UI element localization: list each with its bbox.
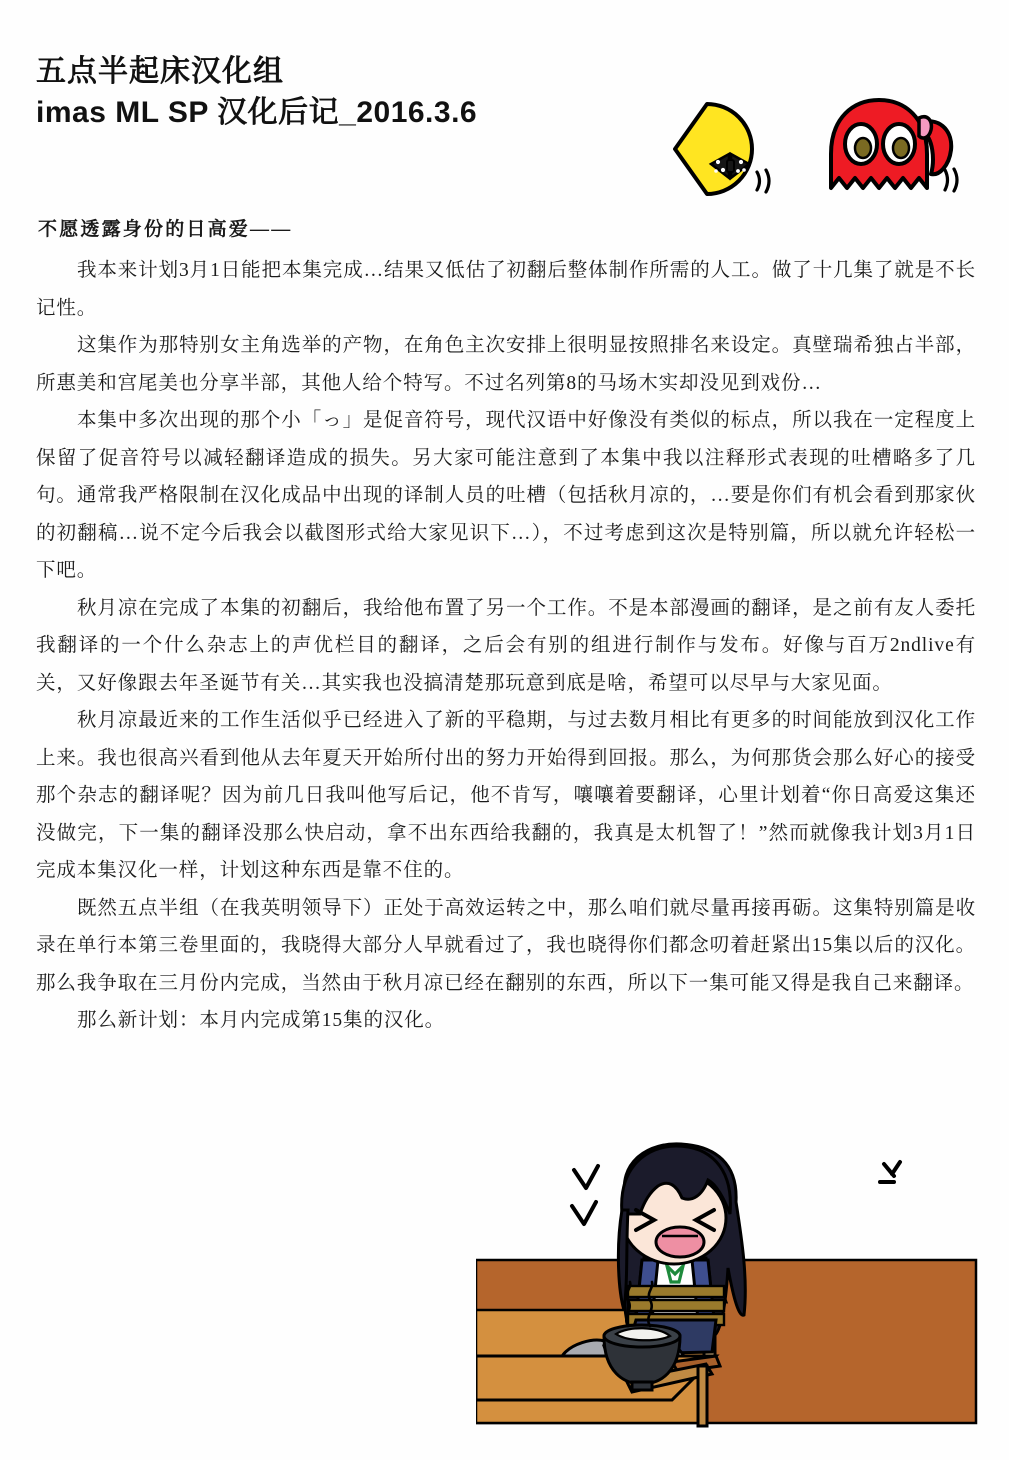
byline: 不愿透露身份的日高爱—— bbox=[38, 219, 293, 240]
paragraph: 我本来计划3月1日能把本集完成…结果又低估了初翻后整体制作所需的人工。做了十几集了就是不长记性。 bbox=[36, 260, 976, 319]
paragraph: 秋月凉最近来的工作生活似乎已经进入了新的平稳期，与过去数月相比有更多的时间能放到汉化工作上来。我也很高兴看到他从去年夏天开始所付出的努力开始得到回报。那么，为何那货会那么好心的接受那个杂志的翻译呢？因为前几日我叫他写后记，他不肯写，嚷嚷着要翻译，心里计划着“你日高爱这集还没做完，下一集的翻译没那么快启动，拿不出东西给我翻的，我真是太机智了！”然而就像我计划3月1日完成本集汉化一样，计划这种东西是靠不住的。 bbox=[36, 710, 976, 881]
red-ghost-icon bbox=[831, 100, 957, 191]
article-body bbox=[36, 252, 976, 1040]
open-mouth-icon bbox=[656, 1227, 704, 1257]
paragraph: 本集中多次出现的那个小「っ」是促音符号，现代汉语中好像没有类似的标点，所以我在一定程度上保留了促音符号以减轻翻译造成的损失。另大家可能注意到了本集中我以注释形式表现的吐槽略多了几句。通常我严格限制在汉化成品中出现的译制人员的吐槽（包括秋月凉的，…要是你们有机会看到那家伙的初翻稿…说不定今后我会以截图形式给大家见识下…），不过考虑到这次是特别篇，所以就允许轻松一下吧。 bbox=[36, 410, 976, 581]
paragraph: 秋月凉在完成了本集的初翻后，我给他布置了另一个工作。不是本部漫画的翻译，是之前有友人委托我翻译的一个什么杂志上的声优栏目的翻译，之后会有别的组进行制作与发布。好像与百万2ndlive有关，又好像跟去年圣诞节有关…其实我也没搞清楚那玩意到底是啥，希望可以尽早与大家见面。 bbox=[36, 597, 976, 694]
page-header bbox=[36, 52, 636, 134]
shake-lines-icon bbox=[572, 1166, 598, 1224]
anger-mark-icon bbox=[880, 1162, 900, 1182]
motion-lines-icon bbox=[757, 170, 769, 192]
pacman-icon bbox=[675, 104, 769, 194]
page-title-line-2: imas ML SP 汉化后记_2016.3.6 bbox=[36, 96, 478, 129]
footer-illustration bbox=[476, 1140, 991, 1458]
motion-lines-icon bbox=[945, 169, 957, 191]
paragraph: 那么新计划：本月内完成第15集的汉化。 bbox=[76, 1010, 446, 1031]
paragraph: 既然五点半组（在我英明领导下）正处于高效运转之中，那么咱们就尽量再接再砺。这集特别篇是收录在单行本第三卷里面的，我晓得大部分人早就看过了，我也晓得你们都念叨着赶紧出15集以后的汉化。那么我争取在三月份内完成，当然由于秋月凉已经在翻别的东西，所以下一集可能又得是我自己来翻译。 bbox=[36, 897, 976, 994]
header-illustration bbox=[645, 92, 985, 207]
page-title-line-1: 五点半起床汉化组 bbox=[36, 55, 284, 88]
paragraph: 这集作为那特别女主角选举的产物，在角色主次安排上很明显按照排名来设定。真壁瑞希独占半部，所惠美和宫尾美也分享半部，其他人给个特写。不过名列第8的马场木实却没见到戏份… bbox=[36, 335, 976, 394]
